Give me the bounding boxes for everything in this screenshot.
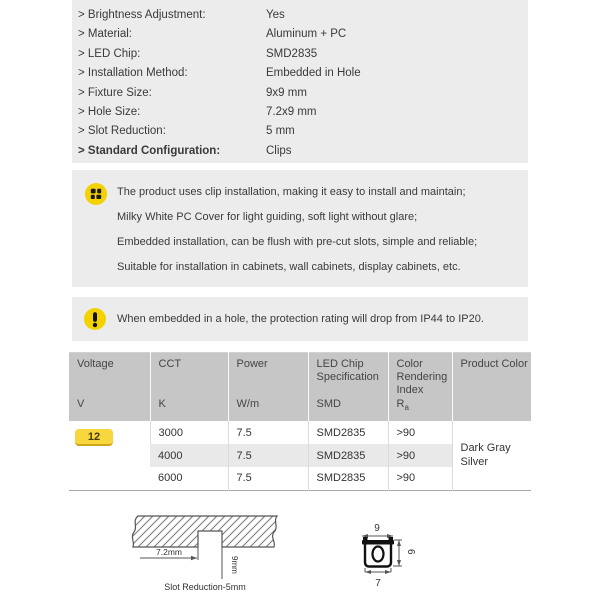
- slot-caption: Slot Reduction-5mm: [164, 582, 246, 592]
- features-grid-icon: [85, 183, 107, 205]
- product-color-line: Dark Gray: [460, 442, 511, 455]
- spec-value: Embedded in Hole: [266, 67, 361, 80]
- spec-label: > Installation Method:: [78, 67, 188, 80]
- feature-line: The product uses clip installation, making it easy to install and maintain;: [117, 186, 466, 198]
- spec-row: [78, 64, 528, 83]
- spec-list-panel: [72, 0, 528, 163]
- col-voltage: Voltage: [69, 353, 150, 398]
- unit-power: W/m: [228, 397, 308, 421]
- spec-label: > Fixture Size:: [78, 86, 152, 99]
- col-cct: CCT: [150, 353, 228, 398]
- led-cell: SMD2835: [308, 444, 388, 467]
- spec-value: 9x9 mm: [266, 86, 307, 99]
- table-header-row: [69, 353, 531, 398]
- profile-clip-lug: [363, 537, 368, 541]
- spec-label: > Hole Size:: [78, 106, 141, 119]
- spec-label: > Material:: [78, 28, 133, 41]
- profile-top-width-label: 9: [374, 523, 380, 534]
- unit-cct: K: [150, 397, 228, 421]
- ra-base: R: [396, 398, 405, 410]
- profile-clip-lug: [389, 537, 394, 541]
- col-power: Power: [228, 353, 308, 398]
- warning-exclamation-icon: [84, 308, 106, 330]
- unit-led-chip: SMD: [308, 397, 388, 421]
- warning-text: When embedded in a hole, the protection rating will drop from IP44 to IP20.: [117, 313, 484, 325]
- led-cell: SMD2835: [308, 467, 388, 490]
- spec-label: > Brightness Adjustment:: [78, 9, 206, 21]
- unit-cri: [388, 397, 452, 421]
- unit-product-color: [452, 397, 531, 421]
- slot-cross-section-drawing: [118, 503, 304, 600]
- feature-line: Suitable for installation in cabinets, wall cabinets, display cabinets, etc.: [117, 261, 461, 273]
- feature-line: Milky White PC Cover for light guiding, soft light without glare;: [117, 211, 418, 223]
- power-cell: 7.5: [228, 444, 308, 467]
- exclamation-icon: [84, 308, 106, 330]
- table-row: [69, 421, 531, 444]
- cri-cell: >90: [388, 467, 452, 490]
- spec-label: > Standard Configuration:: [78, 144, 221, 157]
- spec-label: > LED Chip:: [78, 47, 141, 60]
- spec-value: Clips: [266, 144, 292, 157]
- spec-value: Yes: [266, 9, 285, 21]
- spec-value: 7.2x9 mm: [266, 106, 317, 119]
- profile-bottom-width-label: 7: [375, 578, 381, 589]
- table-units-row: [69, 397, 531, 421]
- spec-row: [78, 122, 528, 141]
- unit-voltage: V: [69, 397, 150, 421]
- col-led-chip: LED Chip Specification: [308, 353, 388, 398]
- feature-lines: [117, 180, 520, 280]
- spec-value: Aluminum + PC: [266, 28, 347, 41]
- cri-cell: >90: [388, 421, 452, 444]
- product-color-line: Silver: [460, 456, 489, 469]
- spec-row: [78, 45, 528, 64]
- slot-depth-label: 9mm: [230, 556, 239, 574]
- spec-row: [78, 142, 528, 161]
- voltage-badge: 12: [75, 429, 113, 446]
- spec-value: 5 mm: [266, 125, 295, 138]
- spec-table: [69, 352, 531, 491]
- ra-sub: a: [404, 403, 409, 413]
- spec-row: [78, 25, 528, 44]
- cct-cell: 6000: [158, 472, 183, 485]
- power-cell: 7.5: [228, 467, 308, 490]
- col-cri: Color Rendering Index: [388, 353, 452, 398]
- spec-value: SMD2835: [266, 47, 318, 60]
- panel-section-shape: [132, 516, 277, 547]
- spec-row: [78, 6, 528, 25]
- profile-lid: [362, 540, 394, 545]
- led-cell: SMD2835: [308, 421, 388, 444]
- power-cell: 7.5: [228, 421, 308, 444]
- feature-line: Embedded installation, can be flush with pre-cut slots, simple and reliable;: [117, 236, 478, 248]
- fixture-profile-drawing: [336, 506, 436, 598]
- spec-label: > Slot Reduction:: [78, 125, 166, 138]
- cri-cell: >90: [388, 444, 452, 467]
- voltage-cell: [69, 421, 150, 490]
- cct-cell: 4000: [150, 444, 228, 467]
- slot-width-label: 7.2mm: [156, 547, 182, 557]
- dim-arrow: [191, 556, 197, 560]
- spec-row: [78, 84, 528, 103]
- product-color-cell: [452, 421, 531, 490]
- spec-row: [78, 103, 528, 122]
- col-product-color: Product Color: [452, 353, 531, 398]
- profile-channel: [365, 545, 391, 567]
- table-body: [69, 421, 531, 490]
- profile-height-label: 6: [405, 549, 416, 555]
- features-panel: [72, 170, 528, 287]
- warning-panel: [72, 297, 528, 341]
- table-header: [69, 353, 531, 422]
- grid-icon: [85, 183, 107, 205]
- cct-cell: 3000: [150, 421, 228, 444]
